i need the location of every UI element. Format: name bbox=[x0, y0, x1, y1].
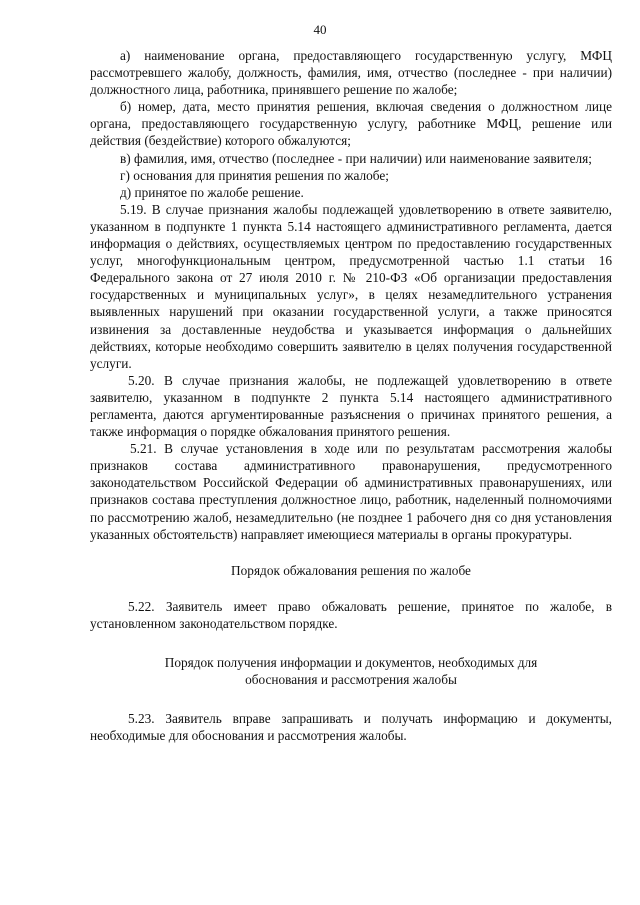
paragraph-5-23: 5.23. Заявитель вправе запрашивать и получать информацию и документы, необходимые для обоснования и рассмотрения жалобы. bbox=[90, 711, 612, 744]
paragraph-v: в) фамилия, имя, отчество (последнее - при наличии) или наименование заявителя; bbox=[120, 150, 592, 166]
spacer bbox=[90, 579, 612, 598]
paragraph-5-21: 5.21. В случае установления в ходе или по результатам рассмотрения жалобы признаков состава административного правонарушения, предусмотренного законодательством Российской Федерации об административных правонарушениях, или признаков состава преступления должностное лицо, работник, наделенный полномочиями по рассмотрению жалоб, незамедлительно (не позднее 1 рабочего дня со дня установления указанных обстоятельств) направляет имеющиеся материалы в органы прокуратуры. bbox=[90, 441, 612, 542]
spacer bbox=[90, 688, 612, 710]
spacer bbox=[90, 632, 612, 654]
heading-info-line2: обоснования и рассмотрения жалобы bbox=[245, 672, 457, 688]
paragraph-5-19: 5.19. В случае признания жалобы подлежащей удовлетворению в ответе заявителю, указанном в подпункте 1 пункта 5.14 настоящего административного регламента, дается информация о действиях, осуществляемых центром по предоставлению государственных услуг, многофункциональным центром, предусмотренной частью 1.1 статьи 16 Федерального закона от 27 июля 2010 г. № 210-ФЗ «Об организации предоставления государственных и муниципальных услуг», в целях незамедлительного устранения выявленных нарушений при оказании государственной услуги, а также приносятся извинения за доставленные неудобства и указывается информация о дальнейших действиях, которые необходимо совершить заявителю в целях получения государственной услуги. bbox=[90, 201, 612, 371]
document-body bbox=[90, 47, 612, 744]
spacer bbox=[90, 543, 612, 562]
paragraph-d: д) принятое по жалобе решение. bbox=[120, 184, 304, 200]
heading-info-line1: Порядок получения информации и документов, необходимых для bbox=[164, 655, 538, 670]
heading-appeal: Порядок обжалования решения по жалобе bbox=[231, 562, 471, 578]
paragraph-b: б) номер, дата, место принятия решения, включая сведения о должностном лице органа, предоставляющего государственную услугу, работнике МФЦ, решение или действия (бездействие) которого обжалуются; bbox=[90, 99, 612, 149]
page-number: 40 bbox=[313, 22, 327, 37]
paragraph-5-22: 5.22. Заявитель имеет право обжаловать решение, принятое по жалобе, в установленном законодательством порядке. bbox=[90, 598, 612, 631]
paragraph-g: г) основания для принятия решения по жалобе; bbox=[120, 167, 389, 183]
paragraph-5-20: 5.20. В случае признания жалобы, не подлежащей удовлетворению в ответе заявителю, указанном в подпункте 2 пункта 5.14 настоящего административного регламента, даются аргументированные разъяснения о причинах принятого решения, а также информация о порядке обжалования принятого решения. bbox=[90, 372, 612, 440]
paragraph-a: а) наименование органа, предоставляющего государственную услугу, МФЦ рассмотревшего жалобу, должность, фамилия, имя, отчество (последнее - при наличии) должностного лица, работника, принявшего решение по жалобе; bbox=[90, 48, 612, 98]
